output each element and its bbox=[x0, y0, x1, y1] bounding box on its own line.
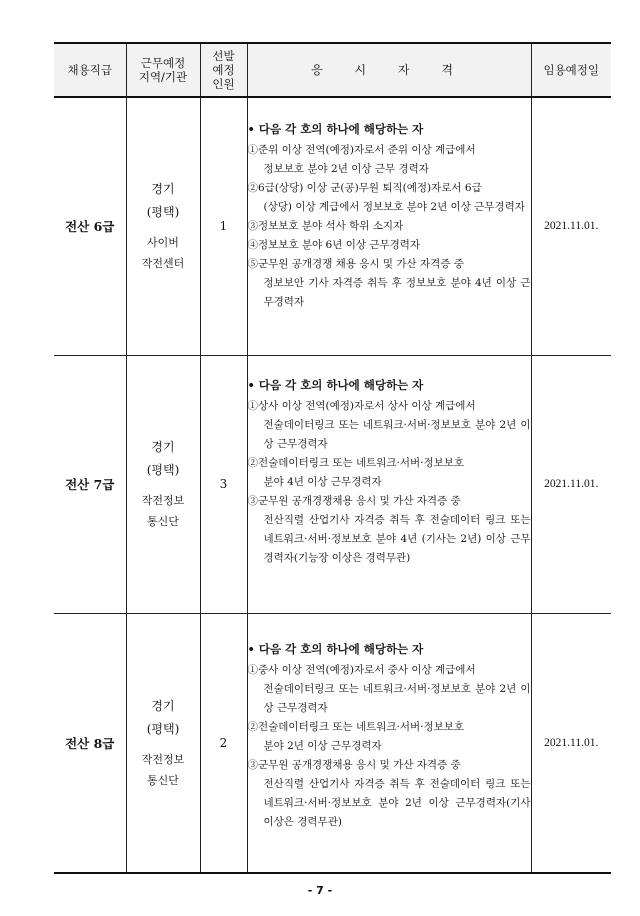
count-cell: 2 bbox=[200, 613, 247, 873]
table-header-row bbox=[54, 43, 611, 97]
header-count-line1: 선발 bbox=[212, 49, 235, 63]
unit-text: 작전정보 통신단 bbox=[141, 494, 185, 528]
header-location-line1: 근무예정 bbox=[140, 56, 186, 70]
header-position: 채용직급 bbox=[54, 43, 126, 97]
unit-text: 작전정보 통신단 bbox=[141, 752, 185, 787]
unit-text: 사이버 작전센터 bbox=[141, 236, 185, 271]
page-number: - 7 - bbox=[307, 884, 333, 897]
qualification-item: ①중사 이상 전역(예정)자로서 중사 이상 계급에서 전술데이터링크 또는 네트워크·서버·정보보호 분야 2년 이상 근무경력자 bbox=[247, 663, 531, 714]
table-row bbox=[54, 613, 611, 873]
qualification-cell bbox=[247, 613, 531, 873]
qualification-item: ①준위 이상 전역(예정)자로서 준위 이상 계급에서 정보보호 분야 2년 이상 근무 경력자 bbox=[247, 144, 476, 175]
location-cell bbox=[126, 613, 200, 873]
header-count-line2: 예정 bbox=[212, 63, 235, 77]
qualification-heading: • 다음 각 호의 하나에 해당하는 자 bbox=[247, 377, 424, 392]
location-cell bbox=[126, 97, 200, 355]
region-text: 경기 bbox=[151, 440, 175, 454]
date-cell: 2021.11.01. bbox=[531, 97, 611, 355]
qualification-item: ②전술데이터링크 또는 네트워크·서버·정보보호 분야 2년 이상 근무경력자 bbox=[247, 720, 465, 752]
qualification-item: ③군무원 공개경쟁채용 응시 및 가산 자격증 중 전산직렬 산업기사 자격증 취득 후 전술데이터 링크 또는 네트워크·서버·정보보호 분야 4년 (기사는 2년) 이상 근무경력자(기능장 이상은 경력무관) bbox=[247, 494, 531, 564]
region-text: 경기 bbox=[151, 182, 175, 197]
date-cell: 2021.11.01. bbox=[531, 355, 611, 613]
recruitment-table bbox=[54, 42, 611, 874]
qualification-item: ⑤군무원 공개경쟁 채용 응시 및 가산 자격증 중 정보보안 기사 자격증 취득 후 정보보호 분야 4년 이상 근무경력자 bbox=[247, 258, 531, 308]
qualification-item: ①상사 이상 전역(예정)자로서 상사 이상 계급에서 전술데이터링크 또는 네트워크·서버·정보보호 분야 2년 이상 근무경력자 bbox=[247, 399, 531, 450]
header-location-line2: 지역/기관 bbox=[138, 70, 188, 84]
qualification-item: ③군무원 공개경쟁채용 응시 및 가산 자격증 중 전산직렬 산업기사 자격증 취득 후 전술데이터 링크 또는 네트워크·서버·정보보호 분야 2년 이상 근무경력자(기사 이상은 경력무관) bbox=[247, 758, 531, 828]
header-qualification: 응 시 자 격 bbox=[247, 43, 531, 97]
qualification-item: ②6급(상당) 이상 군(공)무원 퇴직(예정)자로서 6급 (상당) 이상 계급에서 정보보호 분야 2년 이상 근무경력자 bbox=[247, 182, 525, 213]
header-location bbox=[126, 43, 200, 97]
header-count-line3: 인원 bbox=[212, 77, 235, 91]
qualification-item: ③정보보호 분야 석사 학위 소지자 bbox=[247, 220, 404, 232]
table-row bbox=[54, 355, 611, 613]
position-cell: 전산 6급 bbox=[54, 97, 126, 355]
city-text: (평택) bbox=[146, 205, 180, 220]
location-cell bbox=[126, 355, 200, 613]
qualification-heading: • 다음 각 호의 하나에 해당하는 자 bbox=[247, 641, 424, 656]
qualification-item: ④정보보호 분야 6년 이상 근무경력자 bbox=[247, 239, 421, 251]
count-cell: 1 bbox=[200, 97, 247, 355]
qualification-cell bbox=[247, 97, 531, 355]
city-text: (평택) bbox=[146, 463, 180, 477]
count-cell: 3 bbox=[200, 355, 247, 613]
city-text: (평택) bbox=[146, 721, 180, 736]
header-count bbox=[200, 43, 247, 97]
qualification-item: ②전술데이터링크 또는 네트워크·서버·정보보호 분야 4년 이상 근무경력자 bbox=[247, 456, 465, 488]
table-row bbox=[54, 97, 611, 355]
qualification-heading: • 다음 각 호의 하나에 해당하는 자 bbox=[247, 122, 424, 136]
position-cell: 전산 7급 bbox=[54, 355, 126, 613]
qualification-cell bbox=[247, 355, 531, 613]
position-cell: 전산 8급 bbox=[54, 613, 126, 873]
header-date: 임용예정일 bbox=[531, 43, 611, 97]
region-text: 경기 bbox=[151, 698, 175, 713]
date-cell: 2021.11.01. bbox=[531, 613, 611, 873]
